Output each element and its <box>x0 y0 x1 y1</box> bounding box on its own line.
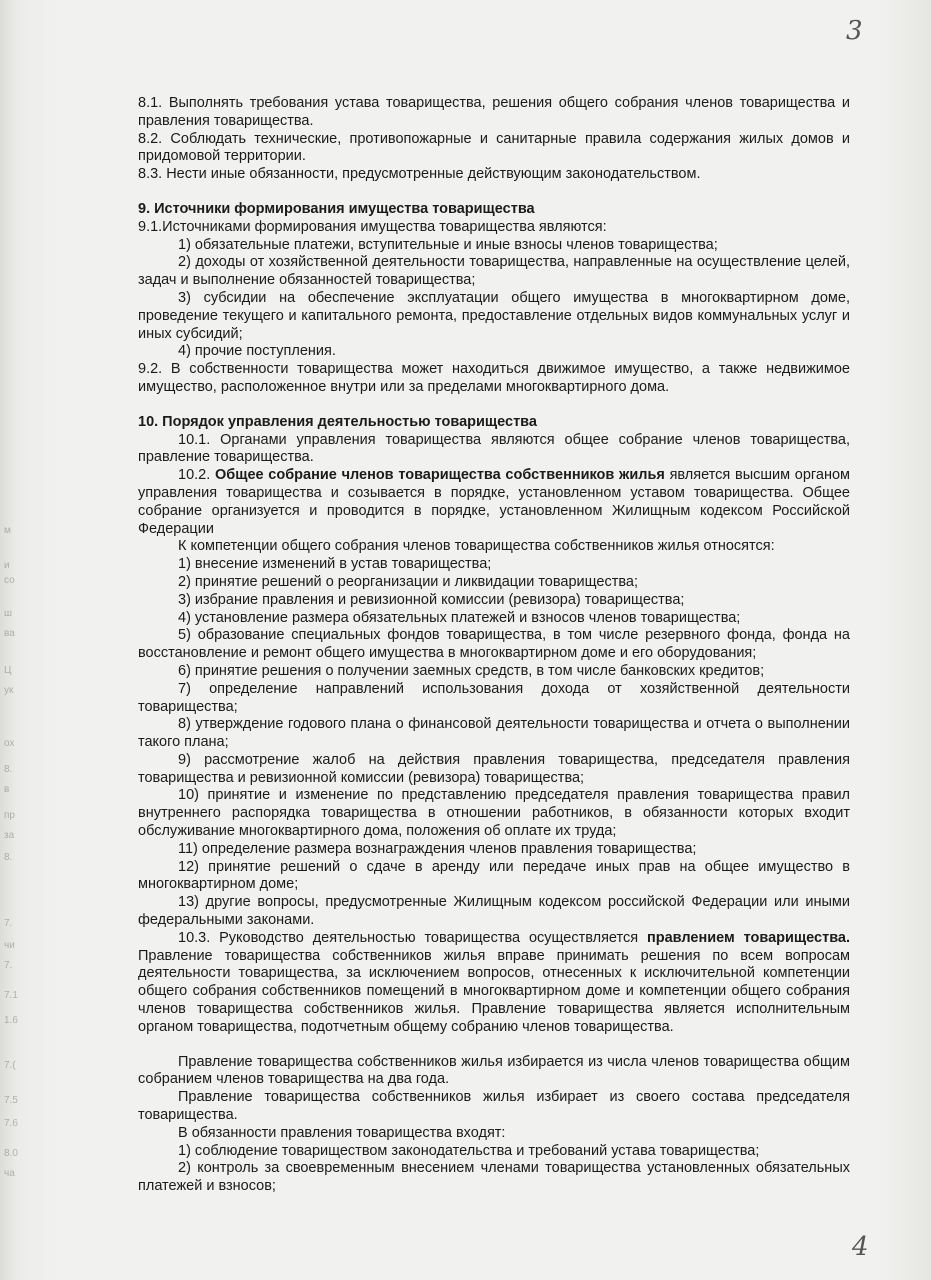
clause-9-1-item-2: 2) доходы от хозяйственной деятельности товарищества, направленные на осуществление целей, задач и выполнение обязанностей товарищества; <box>138 254 850 289</box>
competence-item-8: 8) утверждение годового плана о финансовой деятельности товарищества и отчета о выполнении такого плана; <box>138 716 850 751</box>
clause-8-1: 8.1. Выполнять требования устава товарищества, решения общего собрания членов товарищества и правления товарищества. <box>138 95 850 129</box>
clause-8-2: 8.2. Соблюдать технические, противопожарные и санитарные правила содержания жилых домов и придомовой территории. <box>138 130 850 165</box>
competence-item-6: 6) принятие решения о получении заемных средств, в том числе банковских кредитов; <box>178 662 765 679</box>
clause-10-2-number: 10.2. <box>178 467 211 484</box>
competence-item-2: 2) принятие решений о реорганизации и ликвидации товарищества; <box>178 573 638 590</box>
document-body <box>138 95 850 1196</box>
clause-10-1: 10.1. Органами управления товарищества являются общее собрание членов товарищества, правление товарищества. <box>138 431 850 466</box>
clause-10-2 <box>138 467 850 538</box>
clause-8-3: 8.3. Нести иные обязанности, предусмотренные действующим законодательством. <box>138 166 701 183</box>
board-elected-paragraph: Правление товарищества собственников жилья избирается из числа членов товарищества общим собранием членов товарищества на два года. <box>138 1053 850 1088</box>
competence-item-7: 7) определение направлений использования дохода от хозяйственной деятельности товарищества; <box>138 680 850 715</box>
competence-item-10: 10) принятие и изменение по представлению председателя правления товарищества правил внутреннего распорядка товарищества в отношении работников, в обязанности которых входит обслуживание многоквартирного дома, положения об оплате их труда; <box>138 787 850 840</box>
clause-10-3-text: Правление товарищества собственников жилья вправе принимать решения по всем вопросам деятельности товарищества, за исключением вопросов, отнесенных к исключительной компетенции общего собрания собственников помещений в многоквартирном доме и компетенции общего собрания членов товарищества собственников жилья. Правление товарищества является исполнительным органом товарищества, подотчетным общему собранию членов товарищества. <box>138 947 850 1035</box>
competence-intro: К компетенции общего собрания членов товарищества собственников жилья относятся: <box>178 538 775 555</box>
clause-10-2-text: является высшим органом управления товарищества и созывается в порядке, установленном уставом товарищества. Общее собрание организуется и проводится в порядке, установленном Жилищным кодексом Российской Федерации <box>138 467 851 537</box>
competence-item-13: 13) другие вопросы, предусмотренные Жилищным кодексом российской Федерации или иными федеральными законами. <box>138 894 850 929</box>
page-number-bottom: 4 <box>852 1232 869 1262</box>
competence-item-12: 12) принятие решений о сдаче в аренду или передаче иных прав на общее имущество в многоквартирном доме; <box>138 858 850 893</box>
clause-10-3 <box>138 930 850 1037</box>
competence-item-1: 1) внесение изменений в устав товарищества; <box>178 556 492 573</box>
competence-item-5: 5) образование специальных фондов товарищества, в том числе резервного фонда, фонда на восстановление и ремонт общего имущества в многоквартирном доме и его оборудования; <box>138 627 850 662</box>
competence-item-3: 3) избрание правления и ревизионной комиссии (ревизора) товарищества; <box>178 591 685 608</box>
clause-9-2: 9.2. В собственности товарищества может находиться движимое имущество, а также недвижимое имущество, расположенное внутри или за пределами многоквартирного дома. <box>138 361 850 395</box>
clause-9-1-item-3: 3) субсидии на обеспечение эксплуатации общего имущества в многоквартирном доме, проведение текущего и капитального ремонта, предоставление отдельных видов коммунальных услуг и иных субсидий; <box>138 289 850 342</box>
competence-item-9: 9) рассмотрение жалоб на действия правления товарищества, председателя правления товарищества и ревизионной комиссии (ревизора) товарищества; <box>138 751 850 786</box>
clause-9-1: 9.1.Источниками формирования имущества товарищества являются: <box>138 218 607 235</box>
board-duty-1: 1) соблюдение товариществом законодательства и требований устава товарищества; <box>178 1142 760 1159</box>
board-chair-paragraph: Правление товарищества собственников жилья избирает из своего состава председателя товарищества. <box>138 1089 850 1124</box>
board-duties-intro: В обязанности правления товарищества входят: <box>178 1124 506 1141</box>
clause-10-2-bold: Общее собрание членов товарищества собственников жилья <box>214 467 665 484</box>
section-9-heading: 9. Источники формирования имущества товарищества <box>138 200 535 217</box>
board-duty-2: 2) контроль за своевременным внесением членами товарищества установленных обязательных платежей и взносов; <box>138 1160 850 1195</box>
clause-9-1-item-1: 1) обязательные платежи, вступительные и иные взносы членов товарищества; <box>178 236 718 253</box>
competence-item-11: 11) определение размера вознаграждения членов правления товарищества; <box>178 840 697 857</box>
competence-item-4: 4) установление размера обязательных платежей и взносов членов товарищества; <box>178 609 741 626</box>
clause-10-3-lead: 10.3. Руководство деятельностью товарищества осуществляется <box>178 929 639 946</box>
scanned-page: м и со ш ва Ц ук ох 8. в пр за 8. 7. чи 7. 7.1 1.6 7.( 7.5 7.6 8.0 ча 3 8.1. Выполнять требования устава товарищества, решения общего собрания членов товарищества и правления товарищества. 8.2. Соблюдать технические, противопожарные и санитарные правила содержания жилых домов и придомовой территории. 8.3. Нести иные обязанности, предусмотренные действующим законодательством. 9. Источники формирования имущества товарищества 9.1.Источниками формирования имущества товарищества являются: 1) обязательные платежи, вступительные и иные взносы членов товарищества; 2) доходы от хозяйственной деятельности товарищества, направленные на осуществление целей, задач и выполнение обязанностей товарищества; 3) субсидии на обеспечение эксплуатации общего имущества в многоквартирном доме, проведение текущего и капитального ремонта, предоставление отдельных видов коммунальных услуг и иных субсидий; 4) прочие поступления. 9.2. В собственности товарищества может находиться движимое имущество, а также недвижимое имущество, расположенное внутри или за пределами многоквартирного дома. 10. Порядок управления деятельностью товарищества 10.1. Органами управления товарищества являются общее собрание членов товарищества, правление товарищества. 10.2. Общее собрание членов товарищества собственников жилья является высшим органом управления товарищества и созывается в порядке, установленном уставом товарищества. Общее собрание организуется и проводится в порядке, установленном Жилищным кодексом Российской Федерации К компетенции общего собрания членов товарищества собственников жилья относятся: 1) внесение изменений в устав товарищества; 2) принятие решений о реорганизации и ликвидации товарищества; 3) избрание правления и ревизионной комиссии (ревизора) товарищества; 4) установление размера обязательных платежей и взносов членов товарищества; 5) образование специальных фондов товарищества, в том числе резервного фонда, фонда на восстановление и ремонт общего имущества в многоквартирном доме и его оборудования; 6) принятие решения о получении заемных средств, в том числе банковских кредитов; 7) определение направлений использования дохода от хозяйственной деятельности товарищества; 8) утверждение годового плана о финансовой деятельности товарищества и отчета о выполнении такого плана; 9) рассмотрение жалоб на действия правления товарищества, председателя правления товарищества и ревизионной комиссии (ревизора) товарищества; 10) принятие и изменение по представлению председателя правления товарищества правил внутреннего распорядка товарищества в отношении работников, в обязанности которых входит обслуживание многоквартирного дома, положения об оплате их труда; 11) определение размера вознаграждения членов правления товарищества; 12) принятие решений о сдаче в аренду или передаче иных прав на общее имущество в многоквартирном доме; 13) другие вопросы, предусмотренные Жилищным кодексом российской Федерации или иными федеральными законами. 10.3. Руководство деятельностью товарищества осуществляется правлением товарищества. Правление товарищества собственников жилья вправе принимать решения по всем вопросам деятельности товарищества, за исключением вопросов, отнесенных к исключительной компетенции общего собрания собственников помещений в многоквартирном доме и компетенции общего собрания членов товарищества собственников жилья. Правление товарищества является исполнительным органом товарищества, подотчетным общему собранию членов товарищества. Правление товарищества собственников жилья избирается из числа членов товарищества общим собранием членов товарищества на два года. Правление товарищества собственников жилья избирает из своего состава председателя товарищества. В обязанности правления товарищества входят: 1) соблюдение товариществом законодательства и требований устава товарищества; 2) контроль за своевременным внесением членами товарищества установленных обязательных платежей и взносов; 4 <box>0 0 931 1280</box>
page-number-top: 3 <box>846 16 863 46</box>
clause-9-1-item-4: 4) прочие поступления. <box>178 343 336 360</box>
clause-10-3-bold: правлением товарищества. <box>646 929 851 946</box>
section-10-heading: 10. Порядок управления деятельностью товарищества <box>138 413 537 430</box>
